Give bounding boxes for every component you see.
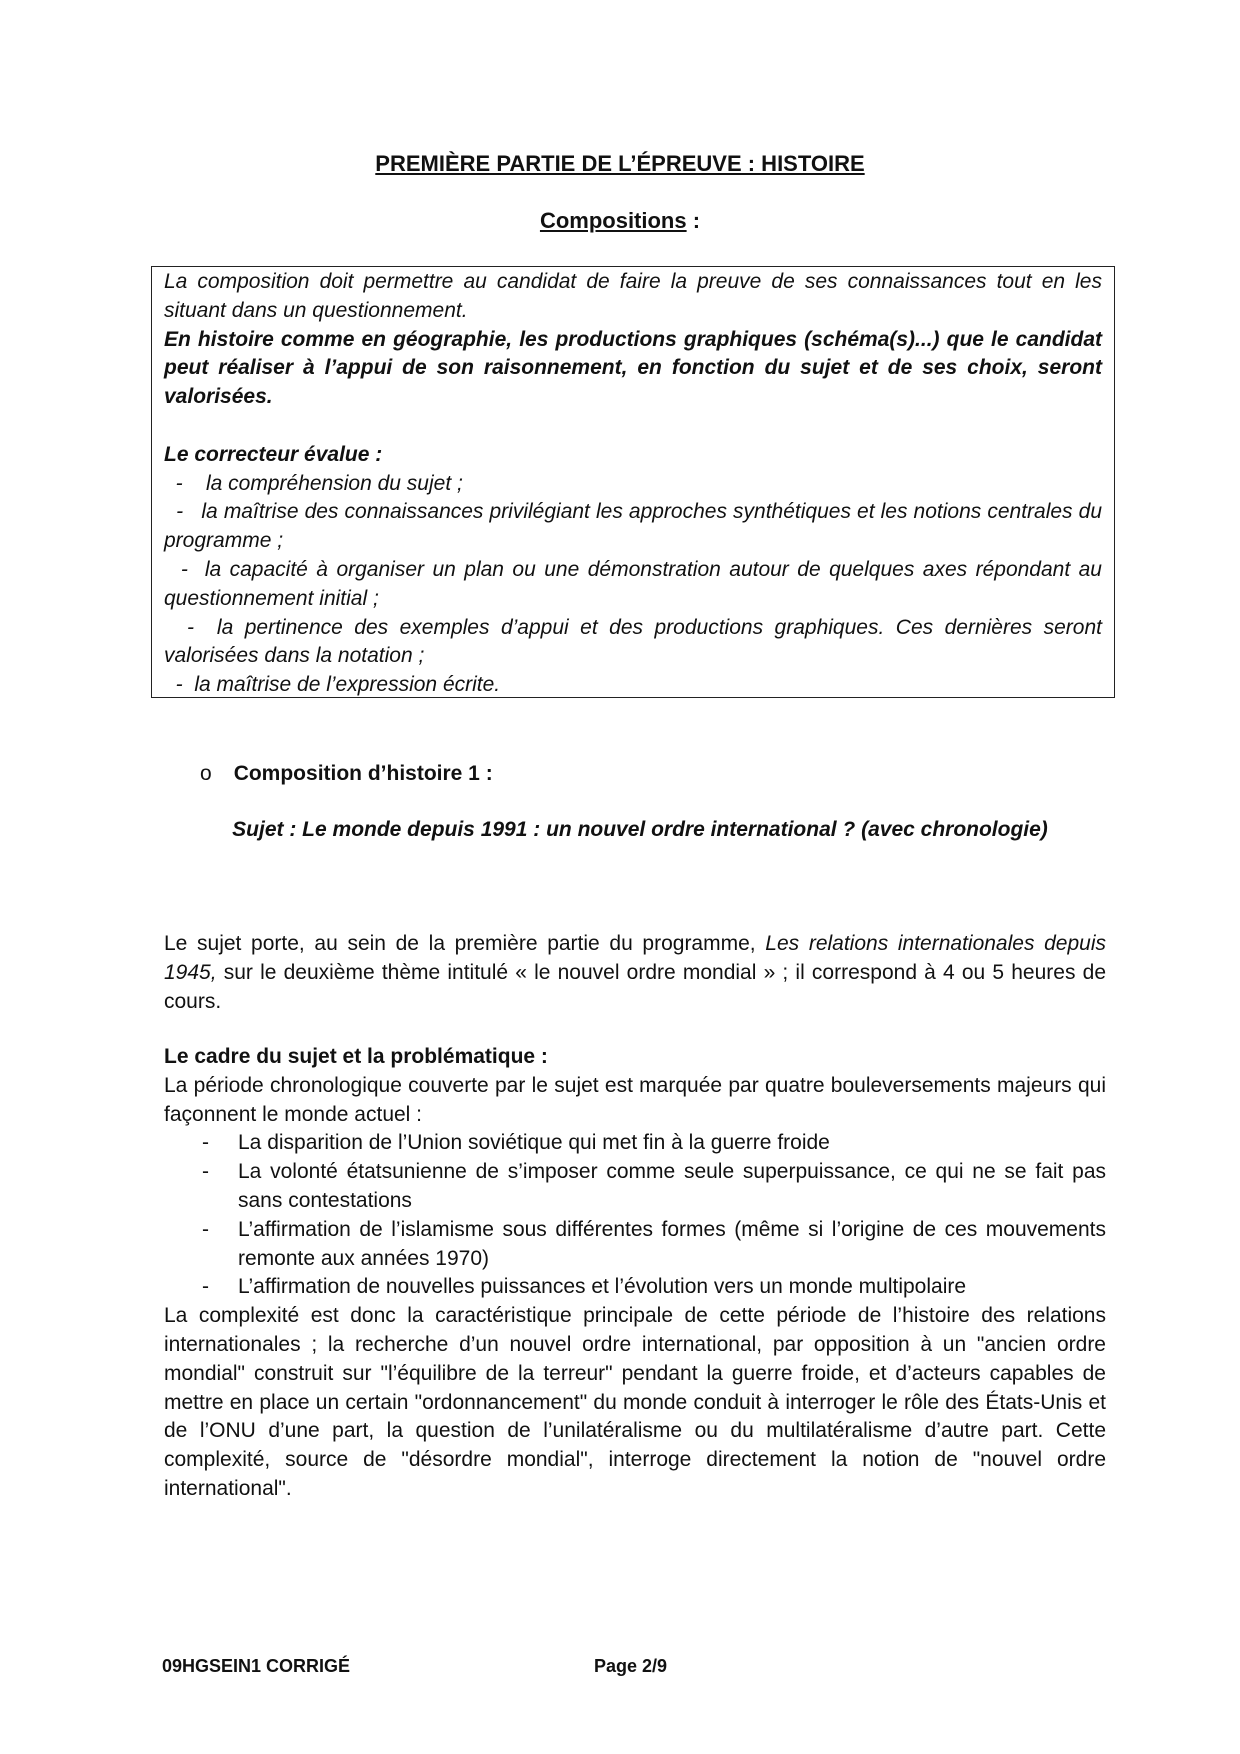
- subtitle-suffix: :: [686, 208, 701, 233]
- composition-heading-text: Composition d’histoire 1 :: [233, 762, 493, 785]
- footer-page-number: Page 2/9: [594, 1656, 668, 1676]
- criteria-item: - la compréhension du sujet ;: [164, 471, 463, 495]
- box-bold-note: En histoire comme en géographie, les productions graphiques (schéma(s)...) que le candidat peut réaliser à l’appui de son raisonnement, en fonction du sujet et de ses choix, seront valorisées.: [164, 327, 1102, 409]
- cadre-heading: Le cadre du sujet et la problématique :: [164, 1045, 548, 1068]
- list-item: - L’affirmation de l’islamisme sous différentes formes (même si l’origine de ces mouvements remonte aux années 1970): [202, 1217, 1106, 1270]
- subtitle-label: Compositions: [539, 208, 687, 233]
- page-title: PREMIÈRE PARTIE DE L’ÉPREUVE : HISTOIRE: [375, 151, 865, 176]
- list-item: - La volonté étatsunienne de s’imposer comme seule superpuissance, ce qui ne se fait pas sans contestations: [202, 1160, 1106, 1212]
- instructions-box: [151, 266, 1115, 698]
- criteria-item: - la capacité à organiser un plan ou une démonstration autour de quelques axes répondant au questionnement initial ;: [164, 557, 1102, 610]
- footer-code: 09HGSEIN1 CORRIGÉ: [162, 1656, 351, 1676]
- criteria-heading: Le correcteur évalue :: [164, 442, 383, 466]
- bullet-icon: o: [200, 762, 212, 785]
- section-subtitle: [0, 207, 1240, 236]
- box-intro: La composition doit permettre au candidat de faire la preuve de ses connaissances tout en les situant dans un questionnement.: [164, 270, 1102, 322]
- cadre-lead: La période chronologique couverte par le sujet est marquée par quatre bouleversements majeurs qui façonnent le monde actuel :: [164, 1073, 1106, 1126]
- sujet-title: Sujet : Le monde depuis 1991 : un nouvel ordre international ? (avec chronologie): [232, 818, 1048, 841]
- cadre-conclusion: La complexité est donc la caractéristique principale de cette période de l’histoire des relations internationales ; la recherche d’un nouvel ordre international, par opposition à un "ancien ordre mondial" construit sur "l’équilibre de la terreur" pendant la guerre froide, et d’acteurs capables de mettre en place un certain "ordonnancement" du monde conduit à interroger le rôle des États-Unis et de l’ONU d’une part, la question de l’unilatéralisme ou du multilatéralisme d’autre part. Cette complexité, source de "désordre mondial", interroge directement la notion de "nouvel ordre international".: [164, 1304, 1106, 1500]
- criteria-item: - la maîtrise des connaissances privilégiant les approches synthétiques et les notions centrales du programme ;: [164, 500, 1102, 553]
- list-item: - L’affirmation de nouvelles puissances et l’évolution vers un monde multipolaire: [202, 1275, 967, 1299]
- intro-paragraph: Le sujet porte, au sein de la première partie du programme, Les relations internationales depuis 1945, sur le deuxième thème intitulé « le nouvel ordre mondial » ; il correspond à 4 ou 5 heures de cours.: [164, 932, 1107, 1013]
- list-item: - La disparition de l’Union soviétique qui met fin à la guerre froide: [202, 1131, 830, 1155]
- cadre-section: [164, 1043, 1106, 1504]
- criteria-item: - la pertinence des exemples d’appui et des productions graphiques. Ces dernières seront valorisées dans la notation ;: [164, 615, 1102, 668]
- composition-heading: [200, 760, 493, 789]
- criteria-item: - la maîtrise de l’expression écrite.: [164, 673, 501, 697]
- cadre-list: [164, 1129, 1106, 1302]
